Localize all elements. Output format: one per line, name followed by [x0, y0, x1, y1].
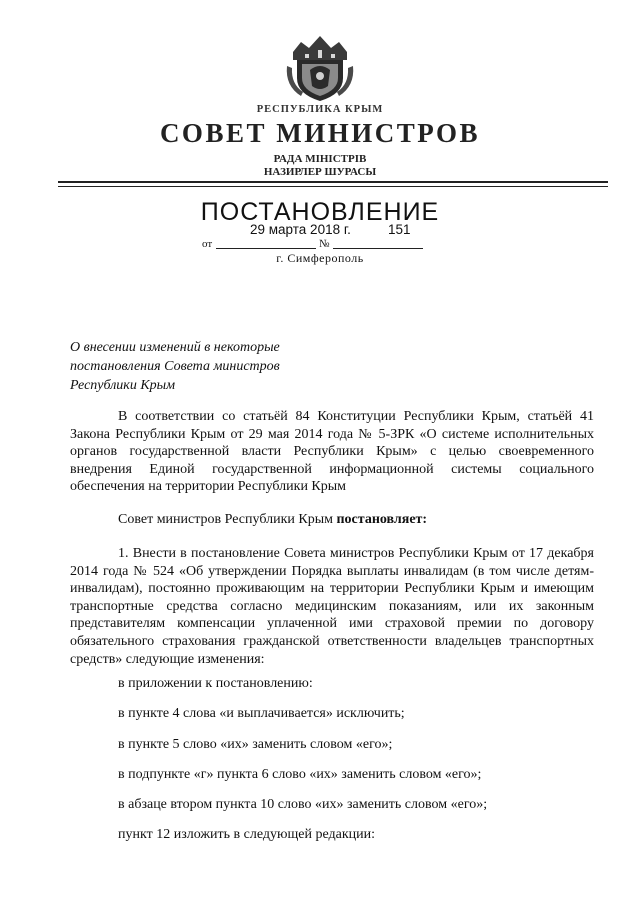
amendment-item: в пункте 5 слово «их» заменить словом «его»;	[118, 737, 393, 752]
header-rule-thick	[58, 181, 608, 183]
decree-date: 29 марта 2018 г.	[250, 222, 351, 237]
council-title-crimean-tatar: НАЗИРЛЕР ШУРАСЫ	[263, 166, 377, 178]
date-label: от	[202, 238, 213, 250]
resolution-paragraph	[70, 511, 594, 529]
resolution-verb: постановляет:	[336, 512, 428, 527]
decree-city: г. Симферополь	[276, 251, 364, 265]
resolution-text: Совет министров Республики Крым	[118, 512, 337, 527]
header-rule-thin	[58, 186, 608, 187]
date-underline	[216, 248, 316, 249]
council-title-ukrainian: РАДА МІНІСТРІВ	[273, 153, 367, 165]
clause-1-paragraph: 1. Внести в постановление Совета министров Республики Крым от 17 декабря 2014 года № 524 «Об утверждении Порядка выплаты инвалидам (в том числе детям-инвалидам), постоянно проживающим на территории Республики Крым и имеющим транспортные средства согласно медицинским показаниям, или их законным представителям компенсации уплаченной ими страховой премии по договору обязательного страхования гражданской ответственности владельцев транспортных средств» следующие изменения:	[70, 546, 594, 667]
council-title: СОВЕТ МИНИСТРОВ	[159, 118, 481, 148]
coat-of-arms-icon	[283, 30, 357, 104]
amendment-item: в приложении к постановлению:	[118, 676, 313, 691]
decree-subject	[70, 338, 280, 395]
amendment-item: в абзаце втором пункта 10 слово «их» заменить словом «его»;	[118, 797, 488, 812]
amendment-item: в подпункте «г» пункта 6 слово «их» заменить словом «его»;	[118, 767, 482, 782]
subject-line: постановления Совета министров	[70, 359, 280, 374]
number-underline	[333, 248, 423, 249]
subject-line: Республики Крым	[70, 378, 176, 393]
decree-number: 151	[388, 222, 411, 237]
decree-title: ПОСТАНОВЛЕНИЕ	[200, 198, 440, 226]
republic-name: РЕСПУБЛИКА КРЫМ	[256, 104, 384, 115]
subject-line: О внесении изменений в некоторые	[70, 340, 280, 355]
preamble-paragraph: В соответствии со статьёй 84 Конституции Республики Крым, статьёй 41 Закона Республики Крым от 29 мая 2014 года № 5-ЗРК «О системе исполнительных органов государственной власти Республики Крым» с целью своевременного внедрения Единой государственной информационной системы социального обеспечения на территории Республики Крым	[70, 409, 594, 495]
amendment-item: пункт 12 изложить в следующей редакции:	[118, 827, 375, 842]
number-label: №	[319, 238, 330, 250]
amendment-item: в пункте 4 слова «и выплачивается» исключить;	[118, 706, 405, 721]
